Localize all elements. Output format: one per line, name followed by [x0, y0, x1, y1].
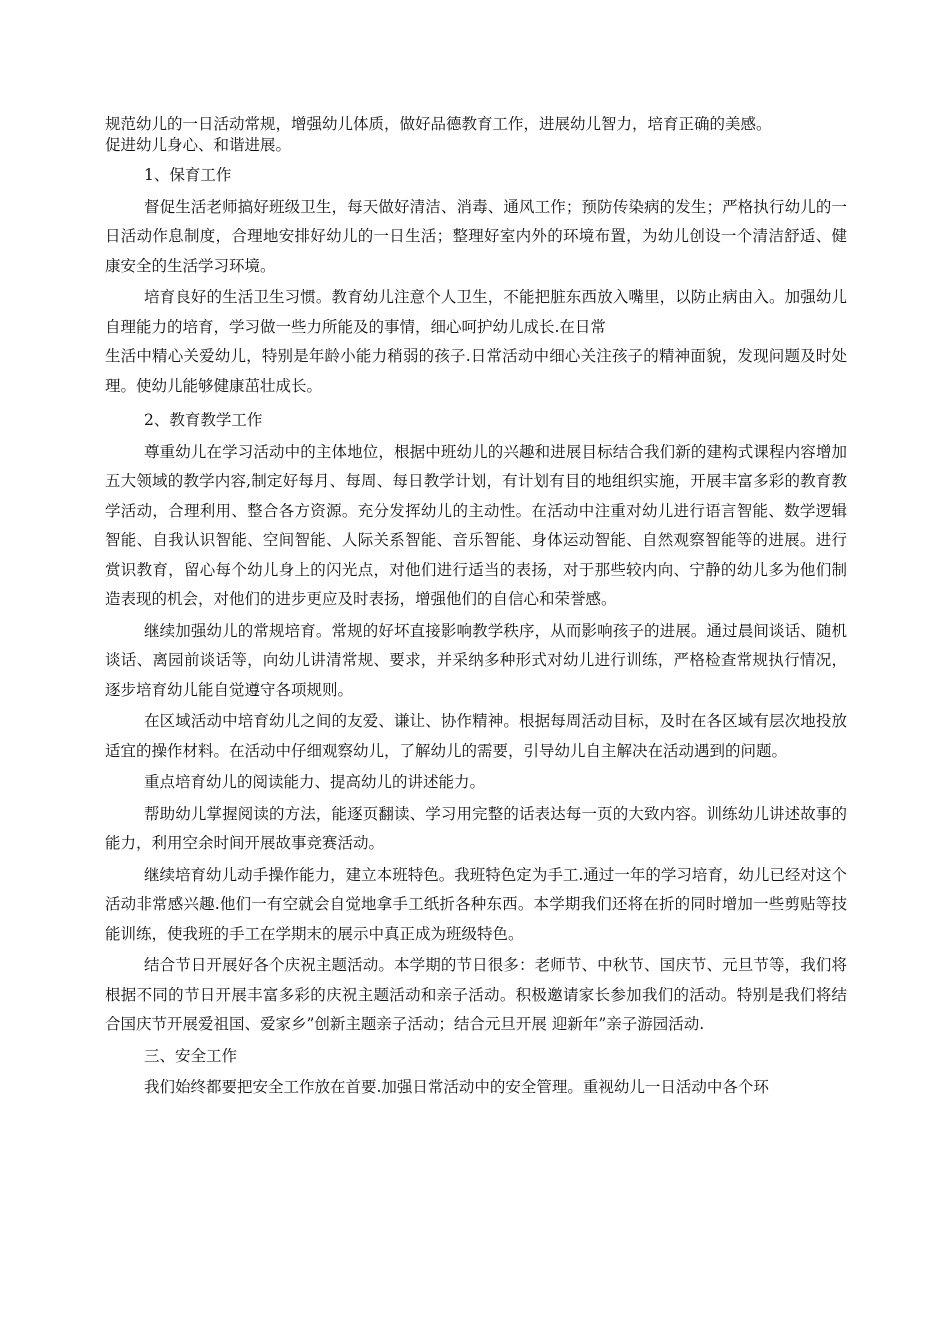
- paragraph-teaching-reading-method: 帮助幼儿掌握阅读的方法，能逐页翻读、学习用完整的话表达每一页的大致内容。训练幼儿讲述故事的能力，利用空余时间开展故事竞赛活动。: [105, 804, 847, 852]
- paragraph-teaching-handcraft: 继续培育幼儿动手操作能力，建立本班特色。我班特色定为手工.通过一年的学习培育，幼儿已经对这个活动非常感兴趣.他们一有空就会自觉地拿手工纸折各种东西。本学期我们还将在折的同时增加一些剪贴等技能训练，使我班的手工在学期末的展示中真正成为班级特色。: [105, 865, 847, 943]
- document-page: [105, 114, 847, 1103]
- paragraph-care-habits-part-1: 培育良好的生活卫生习惯。教育幼儿注意个人卫生，不能把脏东西放入嘴里，以防止病由入。加强幼儿自理能力的培育，学习做一些力所能及的事情，细心呵护幼儿成长.在日常: [105, 288, 847, 336]
- intro-line-1: 规范幼儿的一日活动常规，增强幼儿体质，做好品德教育工作，进展幼儿智力，培育正确的美感。: [105, 115, 772, 133]
- section-heading-care: 1、保育工作: [144, 166, 232, 184]
- paragraph-teaching-routine: 继续加强幼儿的常规培育。常规的好坏直接影响教学秩序，从而影响孩子的进展。通过晨间谈话、随机谈话、离园前谈话等，向幼儿讲清常规、要求，并采纳多种形式对幼儿进行训练，严格检查常规执行情况，逐步培育幼儿能自觉遵守各项规则。: [105, 621, 847, 699]
- section-heading-safety: 三、安全工作: [144, 1046, 238, 1065]
- paragraph-teaching-curriculum: 尊重幼儿在学习活动中的主体地位，根据中班幼儿的兴趣和进展目标结合我们新的建构式课程内容增加五大领域的教学内容,制定好每月、每周、每日教学计划，有计划有目的地组织实施，开展丰富多彩的教育教学活动，合理利用、整合各方资源。充分发挥幼儿的主动性。在活动中注重对幼儿进行语言智能、数学逻辑智能、自我认识智能、空间智能、人际关系智能、音乐智能、身体运动智能、自然观察智能等的进展。进行赏识教育，留心每个幼儿身上的闪光点，对他们进行适当的表扬，对于那些较内向、宁静的幼儿多为他们制造表现的机会，对他们的进步更应及时表扬，增强他们的自信心和荣誉感。: [105, 442, 847, 608]
- paragraph-care-habits: [105, 283, 847, 401]
- paragraph-care-habits-part-2: 生活中精心关爱幼儿，特别是年龄小能力稍弱的孩子.日常活动中细心关注孩子的精神面貌，发现问题及时处理。使幼儿能够健康茁壮成长。: [105, 347, 847, 395]
- paragraph-teaching-area-activity: 在区域活动中培育幼儿之间的友爱、谦让、协作精神。根据每周活动目标，及时在各区域有层次地投放适宜的操作材料。在活动中仔细观察幼儿，了解幼儿的需要，引导幼儿自主解决在活动遇到的问题。: [105, 712, 847, 760]
- section-heading-teaching: 2、教育教学工作: [144, 411, 263, 429]
- intro-line-2: 促进幼儿身心、和谐进展。: [105, 136, 292, 154]
- paragraph-teaching-festivals: 结合节日开展好各个庆祝主题活动。本学期的节日很多：老师节、中秋节、国庆节、元旦节等，我们将根据不同的节日开展丰富多彩的庆祝主题活动和亲子活动。积极邀请家长参加我们的活动。特别是我们将结合国庆节开展爱祖国、爱家乡”创新主题亲子活动；结合元旦开展 迎新年”亲子游园活动.: [105, 956, 847, 1033]
- paragraph-safety: 我们始终都要把安全工作放在首要.加强日常活动中的安全管理。重视幼儿一日活动中各个环: [144, 1078, 769, 1096]
- paragraph-care-hygiene: 督促生活老师搞好班级卫生，每天做好清洁、消毒、通风工作；预防传染病的发生；严格执行幼儿的一日活动作息制度，合理地安排好幼儿的一日生活；整理好室内外的环境布置，为幼儿创设一个清洁舒适、健康安全的生活学习环境。: [105, 197, 847, 275]
- intro-paragraph: [105, 114, 847, 156]
- paragraph-teaching-reading-focus: 重点培育幼儿的阅读能力、提高幼儿的讲述能力。: [144, 773, 486, 791]
